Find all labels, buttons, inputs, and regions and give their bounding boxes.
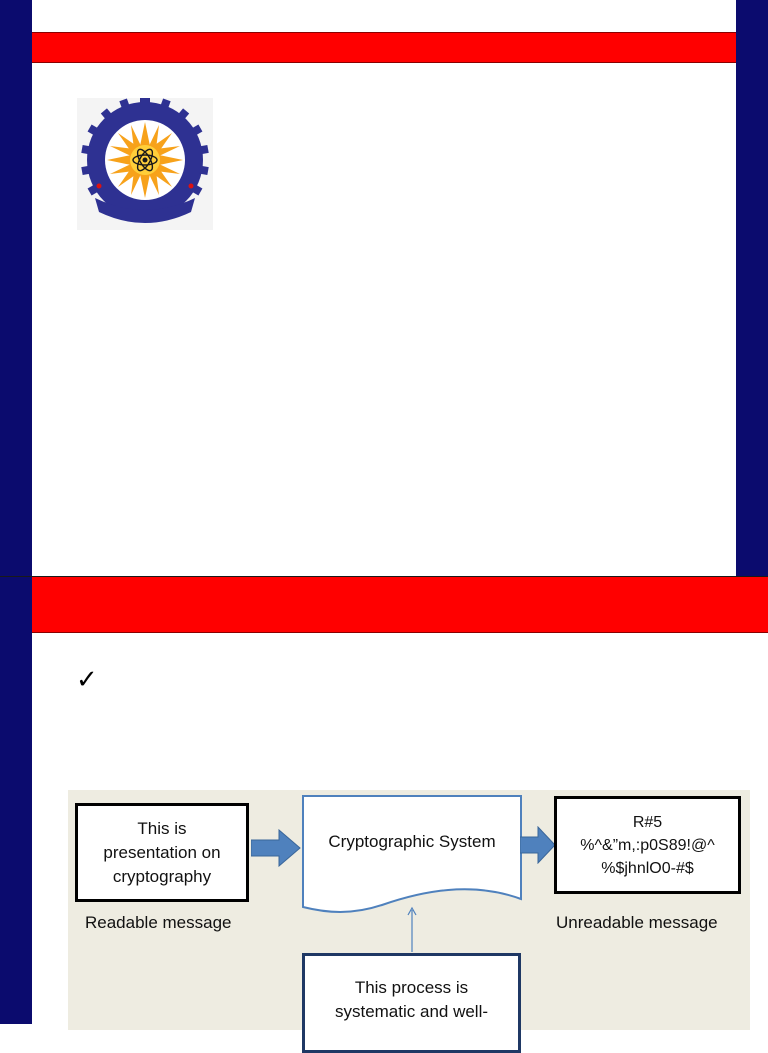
header-red-band [32,577,768,633]
readable-message-box: This is presentation on cryptography [75,803,249,902]
left-navy-bar [0,0,32,576]
readable-message-caption: Readable message [85,913,232,932]
right-navy-bar [736,0,768,576]
arrow-up-icon [406,906,418,952]
check-mark-icon: ✓ [76,665,98,695]
left-navy-bar [0,577,32,1024]
cryptographic-system-label: Cryptographic System [328,832,496,851]
arrow-right-icon [520,826,556,864]
arrow-right-icon [251,829,301,867]
cryptography-figure [68,790,750,1030]
unreadable-message-box: R#5 %^&”m,:p0S89!@^ %$jhnlO0-#$ [554,796,741,894]
header-red-band [32,32,736,63]
institute-logo [77,98,213,230]
cryptographic-system-shape [302,795,522,915]
process-description-box: This process is systematic and well- [302,953,521,1053]
unreadable-message-caption: Unreadable message [556,913,718,932]
content-slide [0,577,768,1024]
